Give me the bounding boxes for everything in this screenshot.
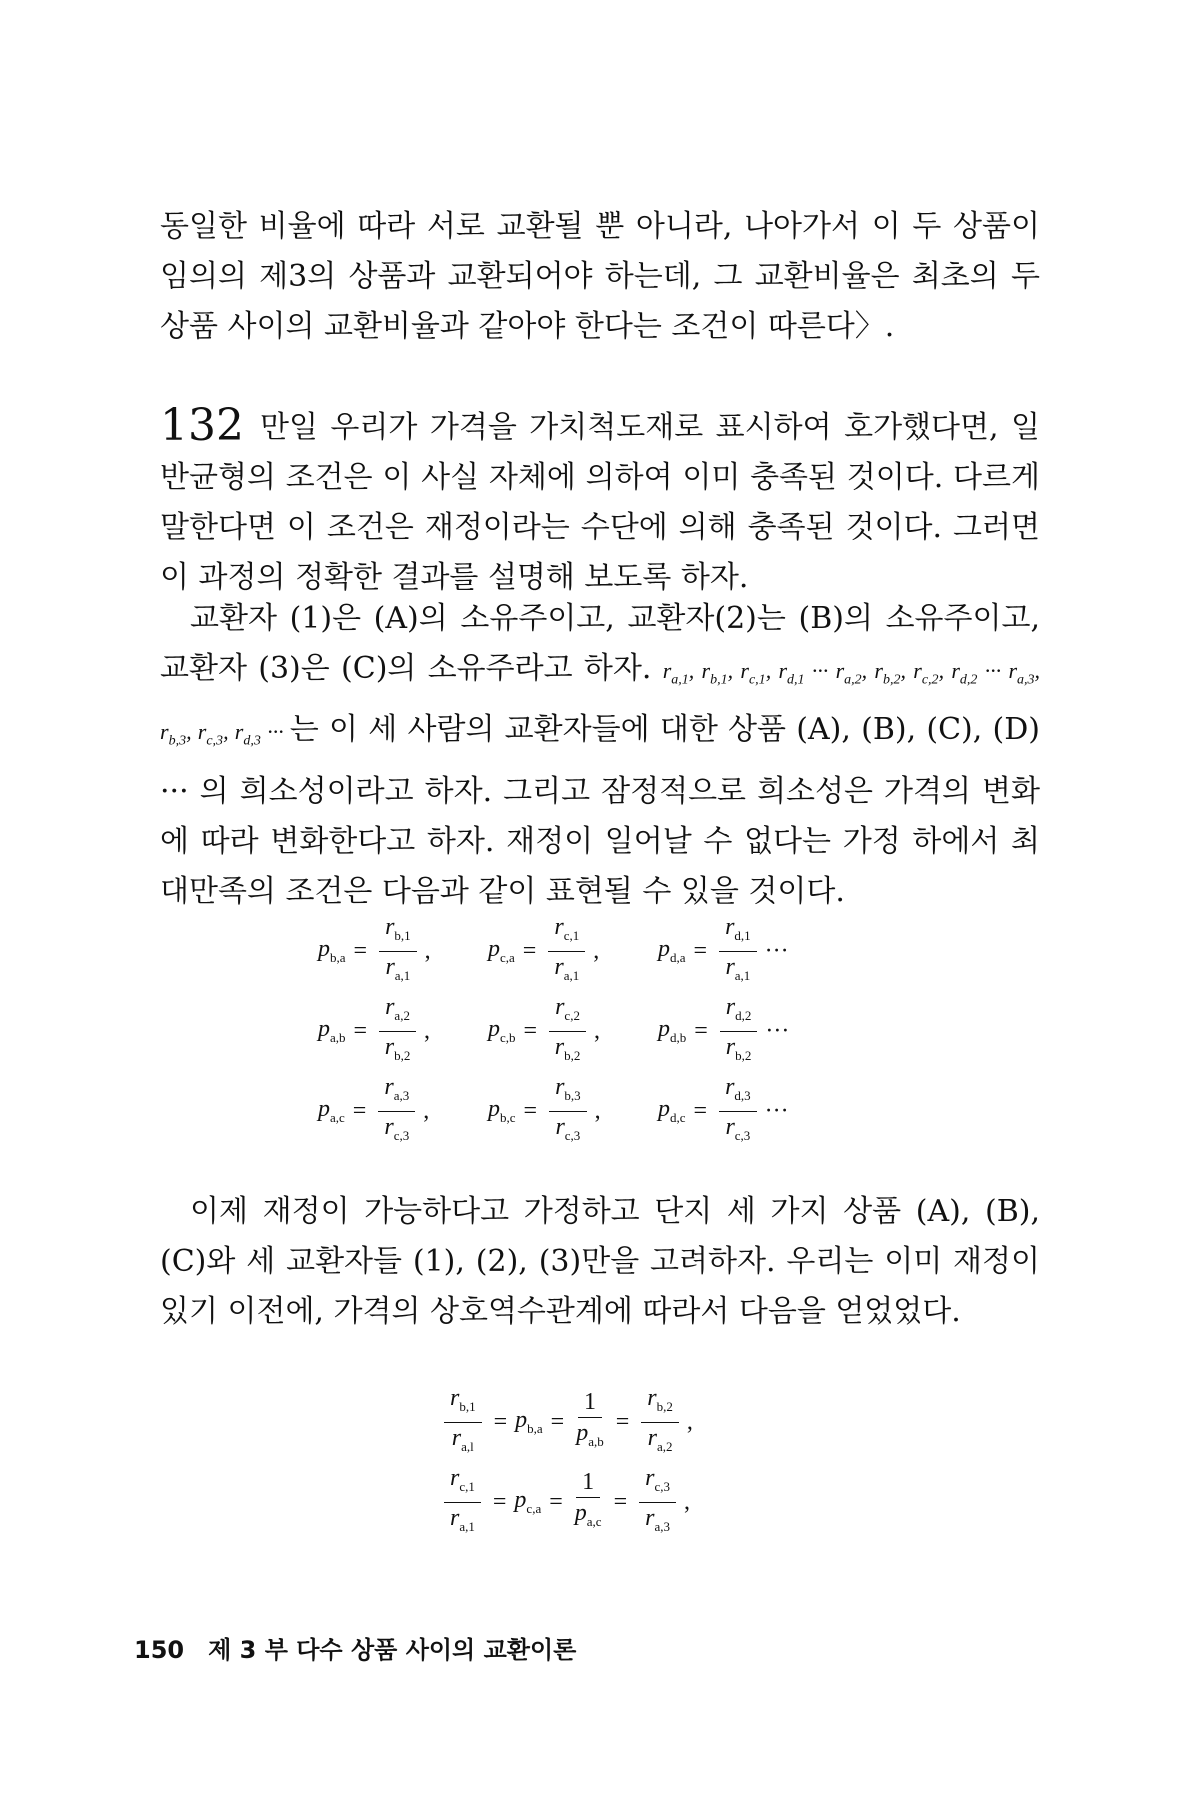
equation-p-b-a: $p_{b,a}$ = $\frac{r_{b,1}}{r_{a,1}}$ , xyxy=(318,914,431,983)
paragraph-3-text-b: 는 이 세 사람의 교환자들에 대한 상품 (A), (B), (C), (D) ··· 의 희소성이라고 하자. 그리고 잠정적으로 희소성은 가격의 변화에 따라 변화한다고 하자. 재정이 일어날 수 없다는 가정 하에서 최대만족의 조건은 다음과 같이 표현될 수 있을 것이다. xyxy=(160,712,1040,909)
reciprocal-equation-2: $\frac{r_{c,1}}{r_{a,1}}$ = $p_{c,a}$ = $\frac{1}{p_{a,c}}$ = $\frac{r_{c,3}}{r_{a,3}}$ , xyxy=(440,1465,690,1540)
equation-p-a-c: $p_{a,c}$ = $\frac{r_{a,3}}{r_{c,3}}$ , xyxy=(318,1074,430,1143)
page-number: 150 xyxy=(134,1636,185,1664)
equation-p-b-c: $p_{b,c}$ = $\frac{r_{b,3}}{r_{c,3}}$ , xyxy=(488,1074,601,1143)
equation-p-d-c: $p_{d,c}$ = $\frac{r_{d,3}}{r_{c,3}}$ ··· xyxy=(658,1074,789,1143)
max-satisfaction-equations xyxy=(318,914,878,1154)
equation-p-d-b: $p_{d,b}$ = $\frac{r_{d,2}}{r_{b,2}}$ ··· xyxy=(658,994,790,1063)
equation-p-d-a: $p_{d,a}$ = $\frac{r_{d,1}}{r_{a,1}}$ ··· xyxy=(658,914,789,983)
section-number: 132 xyxy=(160,400,244,451)
running-title: 제 3 부 다수 상품 사이의 교환이론 xyxy=(208,1636,577,1664)
scarcity-list: $r_{a,1}$, $r_{b,1}$, $r_{c,1}$, $r_{d,1}$ ··· $r_{a,2}$, $r_{b,2}$, $r_{c,2}$, $r_{d,2}$ ··· $r_{a,3}$, $r_{b,3}$, $r_{c,3}$, $r_{d,3}$ ··· xyxy=(160,658,1041,749)
paragraph-3-text-a: 교환자 (1)은 (A)의 소유주이고, 교환자(2)는 (B)의 소유주이고, 교환자 (3)은 (C)의 소유주라고 하자. xyxy=(160,601,1040,686)
paragraph-3 xyxy=(160,594,1040,917)
paragraph-2-text: 만일 우리가 가격을 가치척도재로 표시하여 호가했다면, 일반균형의 조건은 이 사실 자체에 의하여 이미 충족된 것이다. 다르게 말한다면 이 조건은 재정이라는 수단에 의해 충족된 것이다. 그러면 이 과정의 정확한 결과를 설명해 보도록 하자. xyxy=(160,410,1040,595)
paragraph-1 xyxy=(160,202,1040,352)
paragraph-2 xyxy=(160,398,1040,603)
equation-p-a-b: $p_{a,b}$ = $\frac{r_{a,2}}{r_{b,2}}$ , xyxy=(318,994,430,1063)
paragraph-4-text: 이제 재정이 가능하다고 가정하고 단지 세 가지 상품 (A), (B), (C)와 세 교환자들 (1), (2), (3)만을 고려하자. 우리는 이미 재정이 있기 이전에, 가격의 상호역수관계에 따라서 다음을 얻었었다. xyxy=(160,1194,1040,1329)
paragraph-4 xyxy=(160,1187,1040,1337)
equation-p-c-b: $p_{c,b}$ = $\frac{r_{c,2}}{r_{b,2}}$ , xyxy=(488,994,600,1063)
reciprocal-equation-1: $\frac{r_{b,1}}{r_{a,l}}$ = $p_{b,a}$ = $\frac{1}{p_{a,b}}$ = $\frac{r_{b,2}}{r_{a,2}}$ , xyxy=(440,1385,693,1460)
page-footer xyxy=(134,1630,576,1665)
paragraph-1-text: 동일한 비율에 따라 서로 교환될 뿐 아니라, 나아가서 이 두 상품이 임의의 제3의 상품과 교환되어야 하는데, 그 교환비율은 최초의 두 상품 사이의 교환비율과 같아야 한다는 조건이 따른다〉. xyxy=(160,209,1040,344)
equation-p-c-a: $p_{c,a}$ = $\frac{r_{c,1}}{r_{a,1}}$ , xyxy=(488,914,600,983)
